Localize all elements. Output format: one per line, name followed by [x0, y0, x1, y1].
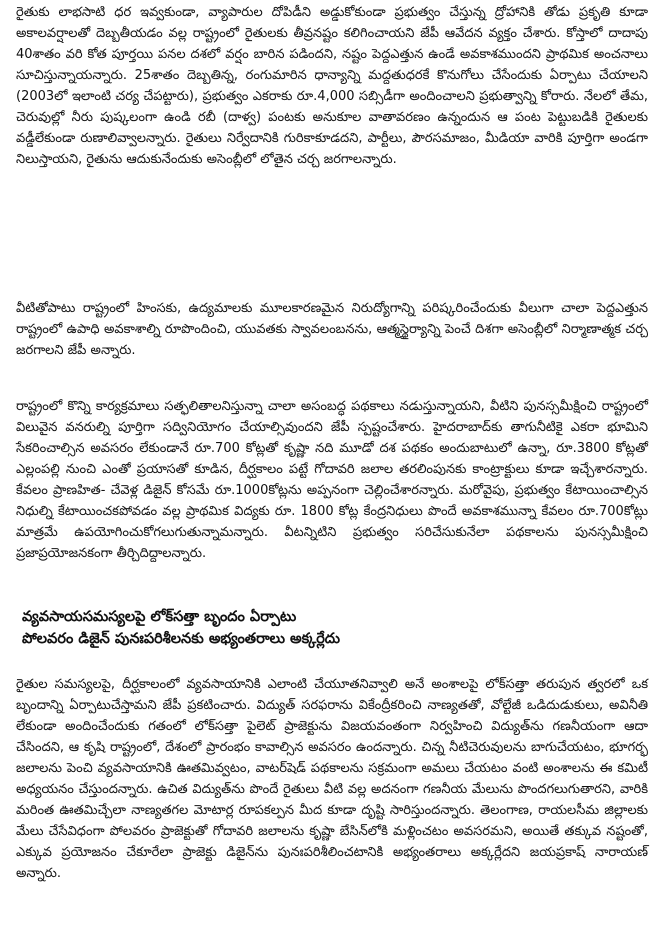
section-heading-1: వ్యవసాయసమస్యలపై లోక్‌సత్తా బృందం ఏర్పాటు — [22, 609, 297, 625]
article-paragraph-2: వీటితోపాటు రాష్ట్రంలో హింసకు, ఉద్యమాలకు మూలకారణమైన నిరుద్యోగాన్ని పరిష్కరించేందుకు వీలుగా చాలా పెద్దఎత్తున రాష్ట్రంలో ఉపాధి అవకాశాల్ని రూపొందించి, యువతకు స్వావలంబనను, ఆత్మస్థైర్యాన్ని పెంచే దిశగా అసెంబ్లీలో నిర్మాణాత్మక చర్చ జరగాలని జేపీ అన్నారు. — [16, 301, 648, 358]
article-paragraph-1: రైతుకు లాభసాటి ధర ఇవ్వకుండా, వ్యాపారుల దోపిడీని అడ్డుకోకుండా ప్రభుత్వం చేస్తున్న ద్రోహానికి తోడు ప్రకృతి కూడా అకాలవర్షాలతో దెబ్బతీయడం వల్ల రాష్ట్రంలో రైతులకు తీవ్రనష్టం కలిగించాయని జేపీ ఆవేదన వ్యక్తం చేశారు. కోస్తాలో దాదాపు 40శాతం వరి కోత పూర్తయి పనల దశలో వర్షం బారిన పడిందని, నష్టం పెద్దఎత్తున ఉండే అవకాశముందని ప్రాథమిక అంచనాలు సూచిస్తున్నాయన్నారు. 25శాతం దెబ్బతిన్న, రంగుమారిన ధాన్యాన్ని మద్దతుధరకే కొనుగోలు చేసేందుకు ఏర్పాటు చేయాలని (2003లో ఇలాంటి చర్య చేపట్టారు), ప్రభుత్వం ఎకరాకు రూ.4,000 సబ్సిడీగా అందించాలని ప్రభుత్వాన్ని కోరారు. నేలలో తేమ, చెరువుల్లో నీరు పుష్కలంగా ఉండి రబీ (దాళ్వ) పంటకు అనుకూల వాతావరణం ఉన్నందున ఆ పంట పెట్టుబడికి రైతులకు వడ్డీలేకుండా రుణాలివ్వాలన్నారు. రైతులు నిర్వేదానికి గురికాకూడదని, పార్టీలు, పౌరసమాజం, మీడియా వారికి పూర్తిగా అండగా నిలుస్తాయని, రైతును ఆదుకునేందుకు అసెంబ్లీలో లోతైన చర్చ జరగాలన్నారు. — [16, 5, 648, 167]
section-heading-2: పోలవరం డిజైన్ పునఃపరిశీలనకు అభ్యంతరాలు అక్కర్లేదు — [22, 631, 341, 647]
article-paragraph-3: రాష్ట్రంలో కొన్ని కార్యక్రమాలు సత్ఫలితాలనిస్తున్నా చాలా అసంబద్ధ పథకాలు నడుస్తున్నాయని, వీటిని పునస్సమీక్షించి రాష్ట్రంలో విలువైన వనరుల్ని పూర్తిగా సద్వినియోగం చేయాల్సివుందని జేపీ స్పష్టంచేశారు. హైదరాబాద్‌కు తాగునీటికై ఎకరా భూమిని సేకరించాల్సిన అవసరం లేకుండానే రూ.700 కోట్లతో కృష్ణా నది మూడో దశ పథకం అందుబాటులో ఉన్నా, రూ.3800 కోట్లతో ఎల్లంపల్లి నుంచి ఎంతో ప్రయాసతో కూడిన, దీర్ఘకాలం పట్టే గోదావరి జలాల తరలింపునకు కాంట్రాక్టులు కూడా ఇచ్చేశారన్నారు. కేవలం ప్రాణహిత- చేవెళ్ల డిజైన్ కోసమే రూ.1000కోట్లను అప్పనంగా చెల్లించేశారన్నారు. మరోవైపు, ప్రభుత్వం కేటాయించాల్సిన నిధుల్ని కేటాయించకపోవడం వల్ల ప్రాథమిక విద్యకు రూ. 1800 కోట్ల కేంద్రనిధులు పొందే అవకాశమున్నా కేవలం రూ.700కోట్లు మాత్రమే ఉపయోగించుకోగలుగుతున్నామన్నారు. వీటన్నిటిని ప్రభుత్వం సరిచేసుకునేలా పథకాలను పునస్సమీక్షించి ప్రజాప్రయోజనకంగా తీర్చిదిద్దాలన్నారు. — [16, 399, 648, 561]
article-paragraph-4: రైతుల సమస్యలపై, దీర్ఘకాలంలో వ్యవసాయానికి ఎలాంటి చేయూతనివ్వాలి అనే అంశాలపై లోక్‌సత్తా తరుపున త్వరలో ఒక బృందాన్ని ఏర్పాటుచేస్తామని జేపీ ప్రకటించారు. విద్యుత్ సరఫరాను వికేంద్రీకరించి నాణ్యతతో, వోల్టేజీ ఒడిదుడుకులు, అవినీతి లేకుండా అందించేందుకు గతంలో లోక్‌సత్తా పైలెట్ ప్రాజెక్టును విజయవంతంగా నిర్వహించి విద్యుత్‌ను గణనీయంగా ఆదా చేసిందని, ఆ కృషి రాష్ట్రంలో, దేశంలో ప్రారంభం కావాల్సిన అవసరం ఉందన్నారు. చిన్న నీటిచెరువులను బాగుచేయటం, భూగర్భ జలాలను పెంచి వ్యవసాయానికి ఊతమివ్వటం, వాటర్‌షెడ్ పథకాలను సక్రమంగా అమలు చేయటం వంటి అంశాలను ఈ కమిటీ అధ్యయనం చేస్తుందన్నారు. ఉచిత విద్యుత్‌ను పొందే రైతులు వీటి వల్ల అదనంగా గణనీయ మేలును పొందగలుగుతారని, వారికి మరింత ఊతమిచ్చేలా నాణ్యతగల మోటార్ల రూపకల్పన మీద కూడా దృష్టి సారిస్తుందన్నారు. తెలంగాణ, రాయలసీమ జిల్లాలకు మేలు చేసేవిధంగా పోలవరం ప్రాజెక్టుతో గోదావరి జలాలను కృష్ణా బేసిన్‌లోకి మళ్లించటం అవసరమని, అయితే తక్కువ నష్టంతో, ఎక్కువ ప్రయోజనం చేకూరేలా ప్రాజెక్టు డిజైన్‌ను పునఃపరిశీలించటానికి అభ్యంతరాలు అక్కర్లేదని జయప్రకాష్ నారాయణ్ అన్నారు. — [16, 677, 648, 881]
section-headings — [16, 606, 648, 660]
